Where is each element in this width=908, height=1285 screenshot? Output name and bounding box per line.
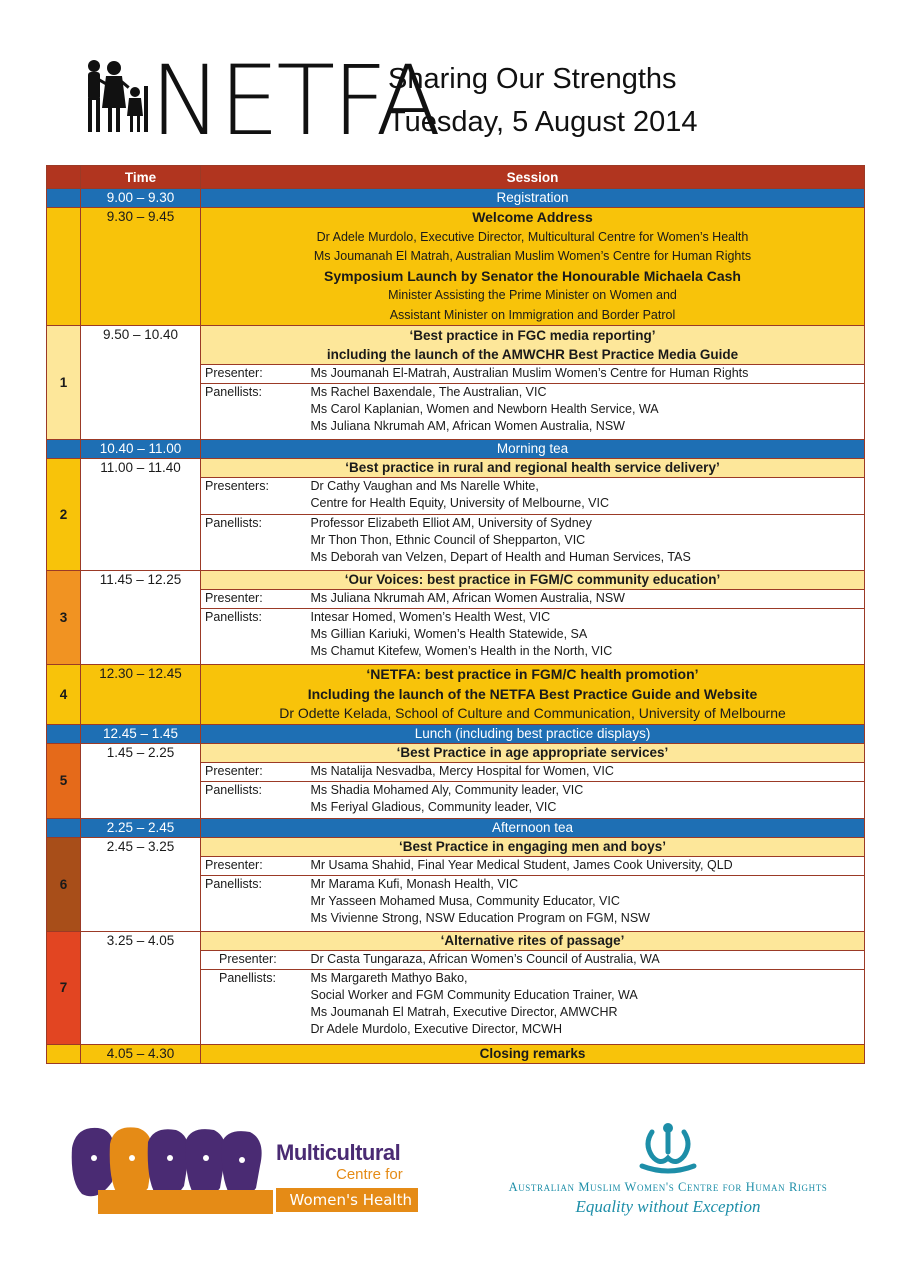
presenter-name xyxy=(307,478,865,515)
presenter-label: Presenter: xyxy=(201,365,307,384)
launch-title: Symposium Launch by Senator the Honourable Michaela Cash xyxy=(324,267,741,284)
session-title: ‘Alternative rites of passage’ xyxy=(201,931,865,950)
time-cell: 2.25 – 2.45 xyxy=(81,818,201,837)
amwchr-name: Australian Muslim Women's Centre for Human Rights xyxy=(508,1180,828,1194)
session-title-line: including the launch of the AMWCHR Best Practice Media Guide xyxy=(326,347,739,362)
closing-row xyxy=(47,1044,865,1063)
panellists-label: Panellists: xyxy=(201,515,307,571)
session-cell: Morning tea xyxy=(201,440,865,459)
session-title: ‘Best practice in rural and regional health service delivery’ xyxy=(201,459,865,478)
mcwh-line-3: Women's Health xyxy=(276,1188,418,1212)
presenter-line: Dr Cathy Vaughan and Ms Narelle White, xyxy=(310,479,539,493)
time-cell: 4.05 – 4.30 xyxy=(81,1044,201,1063)
presenter-name: Ms Joumanah El-Matrah, Australian Muslim Women’s Centre for Human Rights xyxy=(307,365,865,384)
session-number: 1 xyxy=(47,326,81,440)
panellists-label: Panellists: xyxy=(201,875,307,931)
session-cell: Registration xyxy=(201,189,865,208)
time-cell: 9.00 – 9.30 xyxy=(81,189,201,208)
time-cell: 9.30 – 9.45 xyxy=(81,208,201,326)
panellists-label: Panellists: xyxy=(201,781,307,818)
time-cell: 10.40 – 11.00 xyxy=(81,440,201,459)
welcome-line: Dr Adele Murdolo, Executive Director, Multicultural Centre for Women’s Health xyxy=(316,229,749,244)
session-1-title-row xyxy=(47,326,865,365)
mcwh-name xyxy=(276,1140,403,1184)
session-title: ‘Best Practice in engaging men and boys’ xyxy=(201,837,865,856)
programme-table xyxy=(46,165,864,1099)
title-line-2: Tuesday, 5 August 2014 xyxy=(388,106,698,138)
session-6-title-row xyxy=(47,837,865,856)
welcome-cell xyxy=(201,208,865,326)
session-7-title-row xyxy=(47,931,865,950)
panellist: Dr Adele Murdolo, Executive Director, MCWH xyxy=(310,1021,562,1036)
netfa-logo xyxy=(80,45,439,157)
session-title-line: ‘NETFA: best practice in FGM/C health promotion’ xyxy=(366,666,699,682)
mcwh-line-1: Multicultural xyxy=(276,1140,401,1165)
time-cell: 9.50 – 10.40 xyxy=(81,326,201,440)
session-cell: Closing remarks xyxy=(201,1044,865,1063)
presenter-label: Presenter: xyxy=(201,590,307,609)
panellist: Professor Elizabeth Elliot AM, University of Sydney xyxy=(310,516,592,530)
welcome-row xyxy=(47,208,865,326)
title-line-1: Sharing Our Strengths xyxy=(388,63,677,95)
break-row-morning-tea xyxy=(47,440,865,459)
session-number: 6 xyxy=(47,837,81,931)
panellist: Ms Margareth Mathyo Bako, xyxy=(310,970,468,985)
presenter-label: Presenter: xyxy=(201,856,307,875)
time-cell: 12.30 – 12.45 xyxy=(81,665,201,725)
panellist: Ms Chamut Kitefew, Women’s Health in the North, VIC xyxy=(310,644,613,658)
header-session: Session xyxy=(201,166,865,189)
panellist: Ms Shadia Mohamed Aly, Community leader, VIC xyxy=(310,782,584,797)
session-5-title-row xyxy=(47,743,865,762)
panellists-list xyxy=(307,875,865,931)
time-cell: 12.45 – 1.45 xyxy=(81,724,201,743)
panellist: Ms Juliana Nkrumah AM, African Women Australia, NSW xyxy=(310,419,625,433)
presenter-label: Presenters: xyxy=(201,478,307,515)
row-marker xyxy=(47,440,81,459)
time-cell: 3.25 – 4.05 xyxy=(81,931,201,1044)
presenter-name: Ms Natalija Nesvadba, Mercy Hospital for Women, VIC xyxy=(307,762,865,781)
panellists-list xyxy=(307,781,865,818)
row-marker xyxy=(47,1044,81,1063)
panellists-label: Panellists: xyxy=(201,384,307,440)
session-title: ‘Best Practice in age appropriate services’ xyxy=(201,743,865,762)
amwchr-logo xyxy=(488,1122,848,1232)
session-title: ‘Our Voices: best practice in FGM/C community education’ xyxy=(201,571,865,590)
welcome-line: Assistant Minister on Immigration and Border Patrol xyxy=(389,307,676,322)
welcome-line: Minister Assisting the Prime Minister on Women and xyxy=(388,288,677,302)
session-speaker: Dr Odette Kelada, School of Culture and Communication, University of Melbourne xyxy=(279,705,786,721)
amwchr-tagline: Equality without Exception xyxy=(575,1197,761,1216)
netfa-wordmark: NETFA xyxy=(150,45,439,157)
welcome-line: Ms Joumanah El Matrah, Australian Muslim Women’s Centre for Human Rights xyxy=(313,249,752,263)
panellists-list xyxy=(307,969,865,1044)
panellist: Ms Deborah van Velzen, Depart of Health and Human Services, TAS xyxy=(310,550,691,564)
panellists-label: Panellists: xyxy=(201,609,307,665)
time-cell: 1.45 – 2.25 xyxy=(81,743,201,818)
break-row-registration xyxy=(47,189,865,208)
presenter-line: Centre for Health Equity, University of Melbourne, VIC xyxy=(310,496,610,510)
header-blank xyxy=(47,166,81,189)
panellist: Social Worker and FGM Community Education Trainer, WA xyxy=(310,987,638,1002)
panellist: Ms Feriyal Gladious, Community leader, VIC xyxy=(310,799,557,814)
panellist: Ms Vivienne Strong, NSW Education Program on FGM, NSW xyxy=(310,910,650,925)
session-number: 5 xyxy=(47,743,81,818)
panellists-list xyxy=(307,515,865,571)
time-cell: 11.45 – 12.25 xyxy=(81,571,201,665)
presenter-name: Dr Casta Tungaraza, African Women’s Council of Australia, WA xyxy=(307,950,865,969)
time-cell: 11.00 – 11.40 xyxy=(81,459,201,571)
panellists-list xyxy=(307,384,865,440)
time-cell: 2.45 – 3.25 xyxy=(81,837,201,931)
session-number: 3 xyxy=(47,571,81,665)
amwchr-emblem-icon xyxy=(638,1122,698,1174)
panellist: Intesar Homed, Women’s Health West, VIC xyxy=(310,610,551,624)
row-marker xyxy=(47,208,81,326)
presenter-label: Presenter: xyxy=(201,950,307,969)
mcwh-line-2: Centre for xyxy=(336,1166,403,1183)
session-4-cell xyxy=(201,665,865,725)
panellist: Mr Yasseen Mohamed Musa, Community Educator, VIC xyxy=(310,893,620,908)
panellists-list xyxy=(307,609,865,665)
mcwh-logo xyxy=(68,1122,428,1214)
presenter-name: Mr Usama Shahid, Final Year Medical Student, James Cook University, QLD xyxy=(307,856,865,875)
netfa-family-icon xyxy=(80,45,439,157)
row-marker xyxy=(47,189,81,208)
faces-icon xyxy=(68,1122,273,1214)
row-marker xyxy=(47,724,81,743)
break-row-lunch xyxy=(47,724,865,743)
table-header-row xyxy=(47,166,865,189)
session-2-title-row xyxy=(47,459,865,478)
panellist: Ms Gillian Kariuki, Women’s Health Statewide, SA xyxy=(310,627,588,641)
session-4-row xyxy=(47,665,865,725)
session-number: 7 xyxy=(47,931,81,1044)
session-title-line: Including the launch of the NETFA Best Practice Guide and Website xyxy=(307,685,758,702)
panellist: Ms Carol Kaplanian, Women and Newborn Health Service, WA xyxy=(310,402,659,416)
panellist: Mr Marama Kufi, Monash Health, VIC xyxy=(310,876,519,891)
session-number: 4 xyxy=(47,665,81,725)
session-cell: Lunch (including best practice displays) xyxy=(201,724,865,743)
presenter-label: Presenter: xyxy=(201,762,307,781)
header-time: Time xyxy=(81,166,201,189)
panellist: Ms Rachel Baxendale, The Australian, VIC xyxy=(310,385,547,399)
panellists-label: Panellists: xyxy=(201,969,307,1044)
session-number: 2 xyxy=(47,459,81,571)
panellist: Ms Joumanah El Matrah, Executive Director, AMWCHR xyxy=(310,1004,618,1019)
row-marker xyxy=(47,818,81,837)
break-row-afternoon-tea xyxy=(47,818,865,837)
session-3-title-row xyxy=(47,571,865,590)
session-title xyxy=(201,326,865,365)
panellist: Mr Thon Thon, Ethnic Council of Shepparton, VIC xyxy=(310,533,586,547)
presenter-name: Ms Juliana Nkrumah AM, African Women Australia, NSW xyxy=(307,590,865,609)
welcome-title: Welcome Address xyxy=(472,209,593,225)
session-title-line: ‘Best practice in FGC media reporting’ xyxy=(409,328,656,343)
session-cell: Afternoon tea xyxy=(201,818,865,837)
page-title xyxy=(388,58,698,144)
